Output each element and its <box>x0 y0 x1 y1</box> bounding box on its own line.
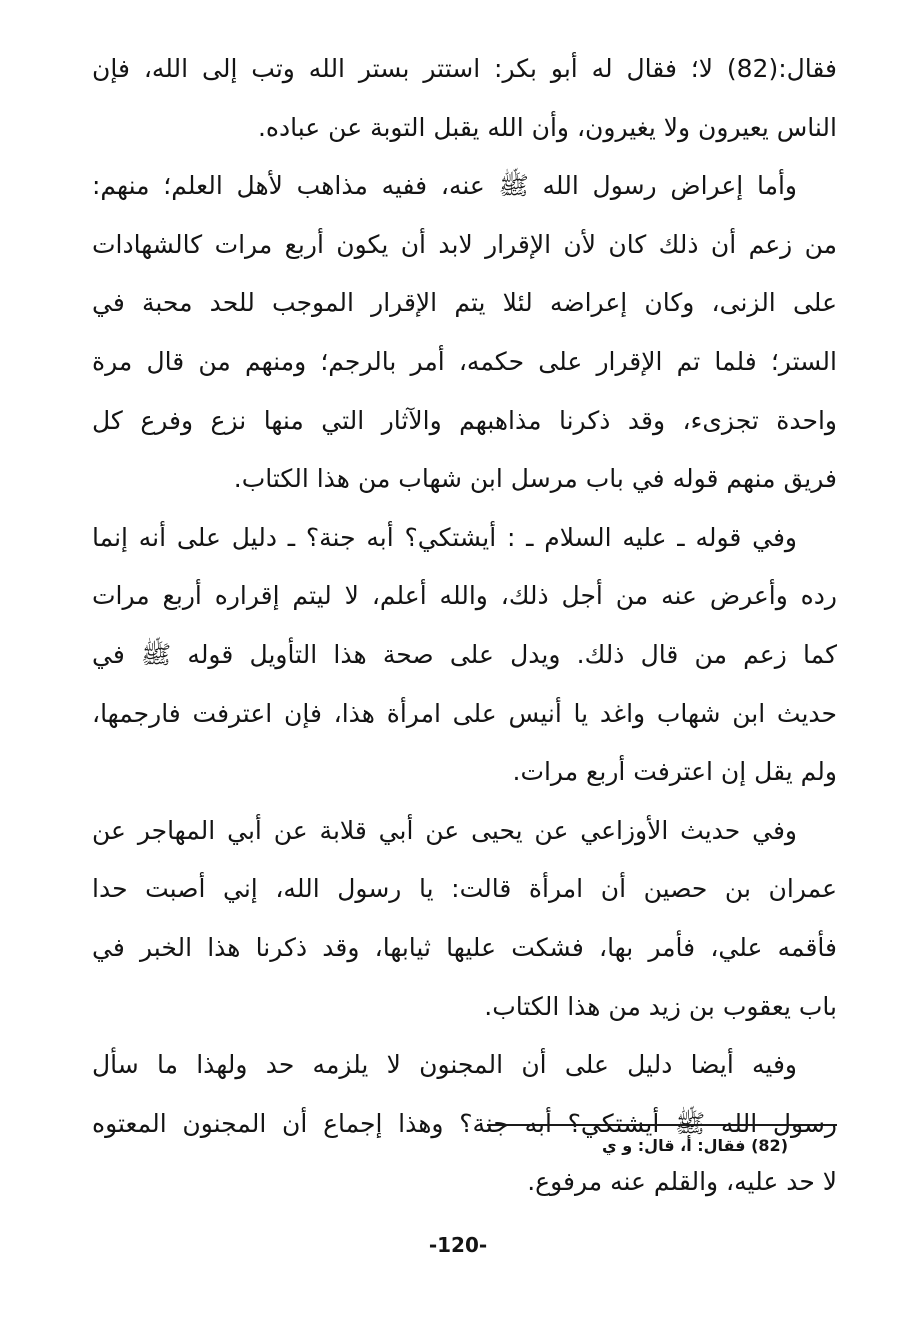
text-line: الستر؛ فلما تم الإقرار على حكمه، أمر بالرجم؛ ومنهم من قال مرة <box>92 346 837 376</box>
text-line: وأما إعراض رسول الله ﷺ عنه، ففيه مذاهب لأهل العلم؛ منهم: <box>92 171 797 201</box>
text-line: رده وأعرض عنه من أجل ذلك، والله أعلم، لا ليتم إقراره أربع مرات <box>92 581 837 611</box>
text-line: على الزنى، وكان إعراضه لئلا يتم الإقرار الموجب للحد محبة في <box>92 288 837 318</box>
text-line: عمران بن حصين أن امرأة قالت: يا رسول الله، إني أصبت حدا <box>92 874 837 904</box>
text-line: كما زعم من قال ذلك. ويدل على صحة هذا التأويل قوله ﷺ في <box>92 639 837 669</box>
text-line: وفي حديث الأوزاعي عن يحيى عن أبي قلابة عن أبي المهاجر عن <box>92 815 797 845</box>
text-line: باب يعقوب بن زيد من هذا الكتاب. <box>484 991 837 1021</box>
footnote-divider <box>487 1124 837 1126</box>
text-line: من زعم أن ذلك كان لأن الإقرار لابد أن يكون أربع مرات كالشهادات <box>92 229 837 259</box>
text-line: فأقمه علي، فأمر بها، فشكت عليها ثيابها، وقد ذكرنا هذا الخبر في <box>92 932 837 962</box>
text-line: فريق منهم قوله في باب مرسل ابن شهاب من هذا الكتاب. <box>233 464 837 494</box>
footnote: (82) فقال: أ، قال: و ي <box>602 1136 788 1155</box>
text-line: لا حد عليه، والقلم عنه مرفوع. <box>527 1167 837 1197</box>
text-line: ولم يقل إن اعترفت أربع مرات. <box>512 757 837 787</box>
text-line: حديث ابن شهاب واغد يا أنيس على امرأة هذا، فإن اعترفت فارجمها، <box>92 698 837 728</box>
text-line: وفيه أيضا دليل على أن المجنون لا يلزمه حد ولهذا ما سأل <box>92 1050 797 1080</box>
text-line: رسول الله ﷺ أيشتكي؟ أبه جنة؟ وهذا إجماع أن المجنون المعتوه <box>92 1108 837 1138</box>
text-line: الناس يعيرون ولا يغيرون، وأن الله يقبل التوبة عن عباده. <box>257 112 837 142</box>
text-line: وفي قوله ـ عليه السلام ـ : أيشتكي؟ أبه جنة؟ ـ دليل على أنه إنما <box>92 522 797 552</box>
text-line: واحدة تجزىء، وقد ذكرنا مذاهبهم والآثار التي منها نزع وفرع كل <box>92 405 837 435</box>
body-text <box>92 40 837 1212</box>
page-number: -120- <box>428 1233 488 1257</box>
text-line: فقال:(82) لا؛ فقال له أبو بكر: استتر بستر الله وتب إلى الله، فإن <box>92 54 837 83</box>
